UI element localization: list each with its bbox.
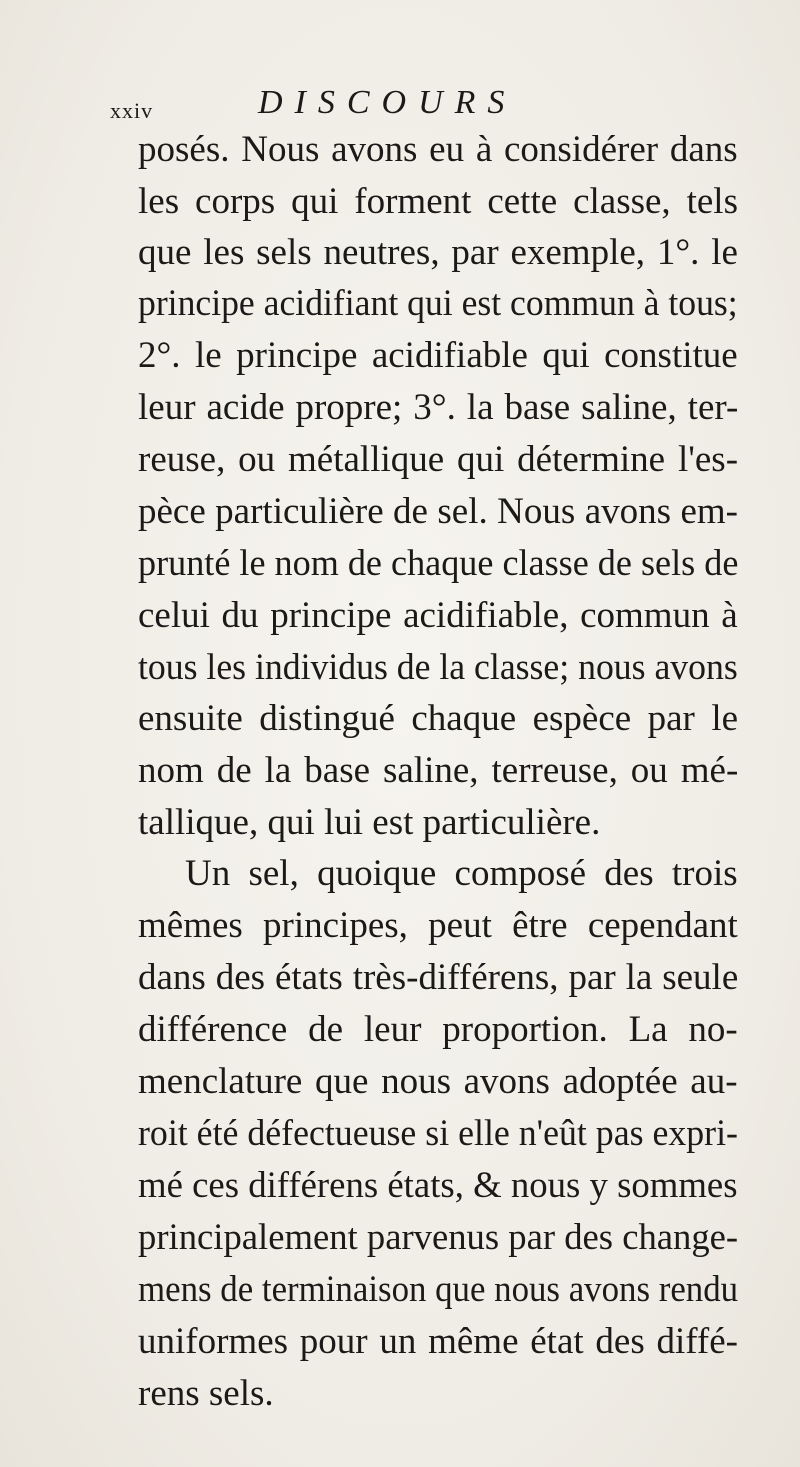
text-line: celui du principe acidifiable, commun à	[138, 595, 738, 636]
text-line: pèce particulière de sel. Nous avons em-	[138, 491, 738, 532]
text-line: que les sels neutres, par exemple, 1°. le	[138, 232, 738, 273]
text-line: mé ces différens états, & nous y sommes	[138, 1165, 738, 1206]
page-number: xxiv	[110, 98, 154, 123]
text-line: tallique, qui lui est particulière.	[138, 802, 601, 843]
text-line: posés. Nous avons eu à considérer dans	[138, 129, 738, 170]
text-line: Un sel, quoique composé des trois	[185, 853, 738, 894]
text-line: uniformes pour un même état des diffé-	[138, 1321, 738, 1362]
running-title: DISCOURS	[258, 84, 517, 121]
text-line: les corps qui forment cette classe, tels	[138, 181, 738, 222]
text-line: nom de la base saline, terreuse, ou mé-	[138, 750, 739, 791]
page-header	[110, 70, 710, 123]
text-line: mêmes principes, peut être cependant	[138, 905, 738, 946]
text-line: dans des états très-différens, par la seule	[138, 957, 739, 998]
text-line: reuse, ou métallique qui détermine l'es-	[138, 439, 739, 480]
text-line: rens sels.	[138, 1373, 274, 1414]
text-line: menclature que nous avons adoptée au-	[138, 1061, 738, 1102]
text-line: différence de leur proportion. La no-	[138, 1009, 738, 1050]
text-line: principalement parvenus par des change-	[138, 1217, 739, 1258]
text-line: tous les individus de la classe; nous avons	[138, 647, 738, 688]
text-line: mens de terminaison que nous avons rendu	[138, 1269, 739, 1310]
text-line: principe acidifiant qui est commun à tous;	[138, 283, 738, 324]
text-line: roit été défectueuse si elle n'eût pas expri-	[138, 1113, 738, 1154]
text-line: prunté le nom de chaque classe de sels de	[138, 543, 739, 584]
text-line: ensuite distingué chaque espèce par le	[138, 698, 739, 739]
text-line: leur acide propre; 3°. la base saline, ter-	[138, 387, 739, 428]
text-line: 2°. le principe acidifiable qui constitue	[138, 335, 738, 376]
